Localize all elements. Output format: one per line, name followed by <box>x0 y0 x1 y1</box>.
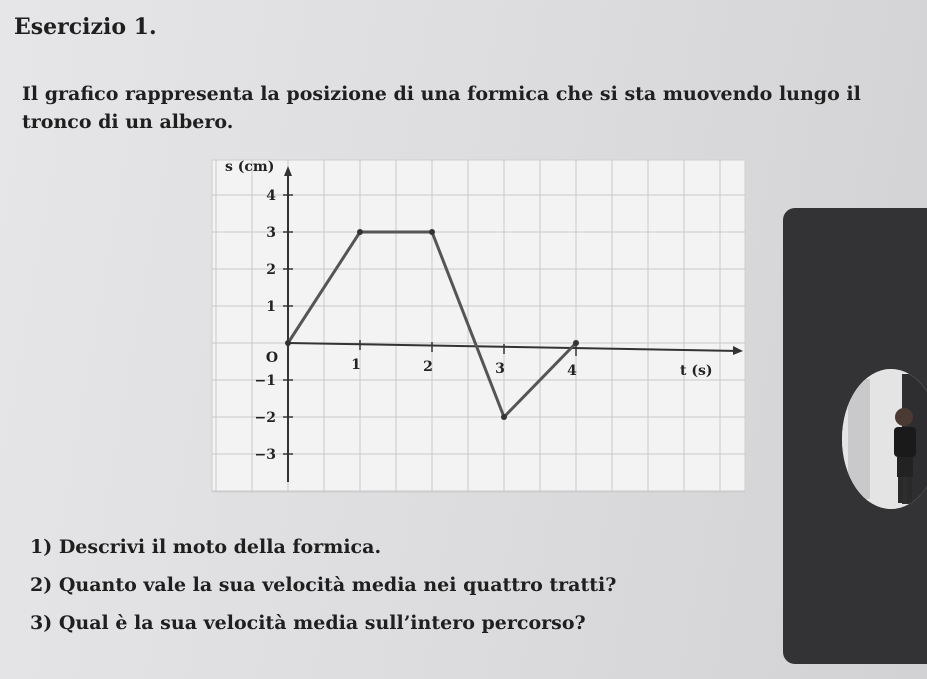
intro-line-1: Il grafico rappresenta la posizione di una formica che si sta muovendo lungo il <box>22 83 861 105</box>
x-axis-label: t (s) <box>680 363 713 379</box>
intro-line-2: tronco di un albero. <box>22 111 234 133</box>
x-tick-label: 4 <box>567 363 577 379</box>
y-tick-label: 2 <box>266 262 276 278</box>
question-3: 3) Qual è la sua velocità media sull’intero percorso? <box>30 612 586 634</box>
data-point <box>357 229 363 235</box>
y-tick-label: 1 <box>266 299 276 315</box>
x-tick-label: 3 <box>495 361 505 377</box>
question-2: 2) Quanto vale la sua velocità media nei quattro tratti? <box>30 574 617 596</box>
data-point <box>429 229 435 235</box>
question-list <box>30 528 616 642</box>
exercise-heading: Esercizio 1. <box>14 14 157 40</box>
y-tick-label: 3 <box>266 225 276 241</box>
data-point <box>501 414 507 420</box>
y-tick-label: −2 <box>254 410 276 426</box>
y-axis-label: s (cm) <box>225 159 275 175</box>
x-tick-label: 2 <box>423 359 433 375</box>
y-tick-label: 4 <box>266 188 276 204</box>
x-tick-label: 1 <box>351 357 361 373</box>
origin-label: O <box>265 350 279 366</box>
question-1: 1) Descrivi il moto della formica. <box>30 536 382 558</box>
y-tick-label: −1 <box>254 373 276 389</box>
y-tick-label: −3 <box>254 447 276 463</box>
data-point <box>573 340 579 346</box>
chart-plot-area <box>212 160 745 492</box>
data-point <box>285 340 291 346</box>
